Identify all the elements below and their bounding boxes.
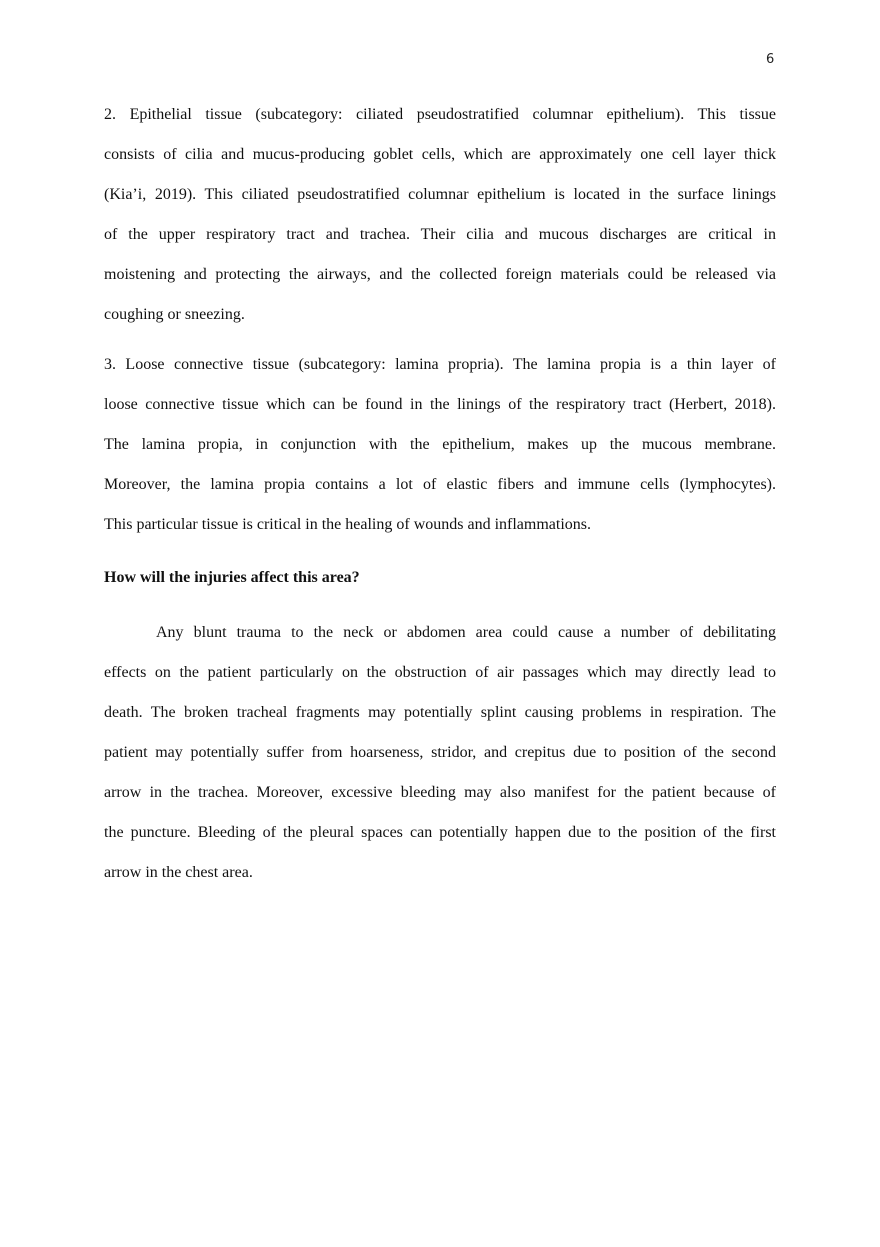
text-line: consists of cilia and mucus-producing goblet cells, which are approximately one cell layer thick	[104, 146, 776, 163]
text-line: death. The broken tracheal fragments may potentially splint causing problems in respiration. The	[104, 704, 776, 721]
text-line: Moreover, the lamina propia contains a lot of elastic fibers and immune cells (lymphocytes).	[104, 476, 776, 493]
paragraph-loose-connective-tissue	[104, 345, 776, 545]
paragraph-injuries	[104, 613, 776, 893]
text-line: effects on the patient particularly on the obstruction of air passages which may directly lead to	[104, 664, 776, 681]
text-line: arrow in the chest area.	[104, 864, 253, 881]
paragraph-epithelial-tissue	[104, 95, 776, 335]
text-line: 2. Epithelial tissue (subcategory: ciliated pseudostratified columnar epithelium). This tissue	[104, 106, 776, 123]
document-body	[104, 95, 776, 893]
text-line: coughing or sneezing.	[104, 306, 245, 323]
text-line: Any blunt trauma to the neck or abdomen area could cause a number of debilitating	[156, 624, 776, 641]
section-heading: How will the injuries affect this area?	[104, 569, 360, 586]
text-line: arrow in the trachea. Moreover, excessive bleeding may also manifest for the patient because of	[104, 784, 776, 801]
text-line: 3. Loose connective tissue (subcategory: lamina propria). The lamina propia is a thin layer of	[104, 356, 776, 373]
text-line: loose connective tissue which can be found in the linings of the respiratory tract (Herbert, 2018).	[104, 396, 776, 413]
text-line: This particular tissue is critical in the healing of wounds and inflammations.	[104, 516, 591, 533]
text-line: (Kia’i, 2019). This ciliated pseudostratified columnar epithelium is located in the surface linings	[104, 186, 776, 203]
text-line: The lamina propia, in conjunction with the epithelium, makes up the mucous membrane.	[104, 436, 776, 453]
text-line: moistening and protecting the airways, and the collected foreign materials could be released via	[104, 266, 776, 283]
text-line: the puncture. Bleeding of the pleural spaces can potentially happen due to the position of the first	[104, 824, 776, 841]
text-line: patient may potentially suffer from hoarseness, stridor, and crepitus due to position of the second	[104, 744, 776, 761]
page-number: 6	[766, 52, 775, 67]
text-line: of the upper respiratory tract and trachea. Their cilia and mucous discharges are critical in	[104, 226, 776, 243]
